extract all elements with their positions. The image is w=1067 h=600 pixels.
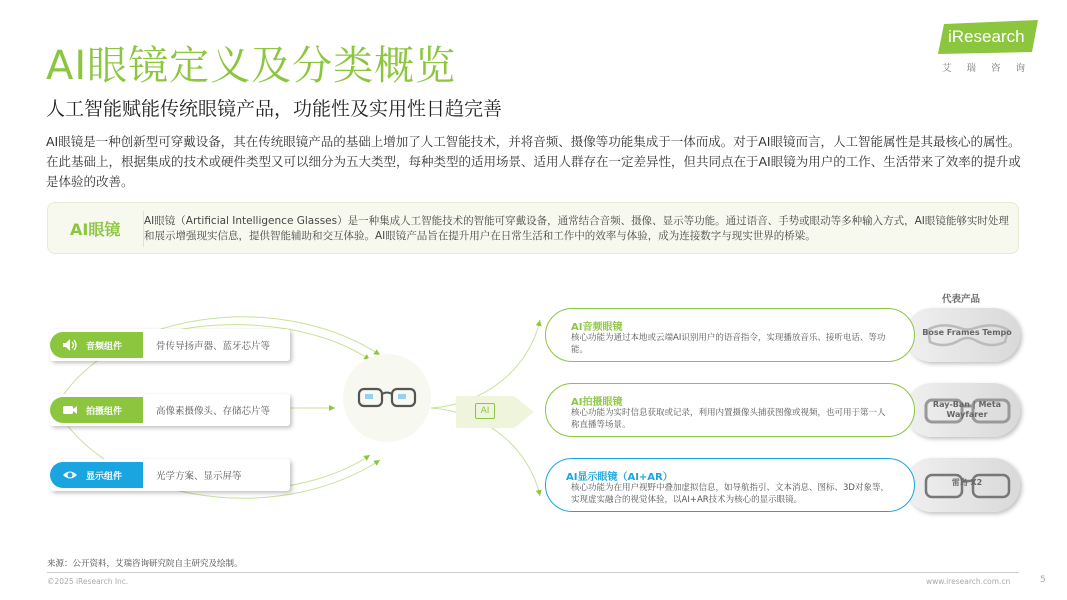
component-tag (50, 397, 143, 423)
copyright: ©2025 iResearch Inc. (47, 577, 129, 586)
component-display (50, 459, 290, 491)
intro-paragraph: AI眼镜是一种创新型可穿戴设备，其在传统眼镜产品的基础上增加了人工智能技术，并将音频、摄像等功能集成于一体而成。对于AI眼镜而言，人工智能属性是其最核心的属性。在此基础上，根据集成的技术或硬件类型又可以细分为五大类型，每种类型的适用场景、适用人群存在一定差异性，但共同点在于AI眼镜为用户的工作、生活带来了效率的提升或是体验的改善。 (46, 134, 1021, 189)
category-title: AI拍摄眼镜 (571, 397, 623, 408)
component-desc: 骨传导扬声器、蓝牙芯片等 (156, 341, 271, 352)
product-name: 雷鸟 X2 (951, 478, 983, 487)
page-title: AI眼镜定义及分类概览 (46, 43, 457, 89)
iresearch-logo[interactable] (938, 20, 1043, 76)
ai-tag: AI (475, 403, 495, 419)
eye-icon (62, 468, 78, 482)
ai-arrow-shape (456, 392, 536, 432)
page-subtitle: 人工智能赋能传统眼镜产品，功能性及实用性日趋完善 (46, 98, 503, 120)
category-card-front (545, 308, 915, 362)
component-desc: 光学方案、显示屏等 (156, 471, 242, 482)
website-link[interactable]: www.iresearch.com.cn (926, 577, 1011, 586)
category-card-front (545, 458, 915, 512)
component-camera (50, 394, 290, 426)
classification-diagram (0, 260, 1067, 560)
glasses-icon (357, 383, 417, 413)
category-card-display (545, 458, 1020, 512)
page-number: 5 (1040, 575, 1046, 585)
component-label: 显示组件 (86, 472, 123, 482)
logo-subtext: 艾瑞咨询 (942, 63, 1041, 74)
product-name: Bose Frames Tempo (922, 328, 1012, 337)
category-title: AI显示眼镜（AI+AR） (566, 472, 673, 483)
definition-text: AI眼镜（Artificial Intelligence Glasses）是一种集成人工智能技术的智能可穿戴设备，通常结合音频、摄像、显示等功能。通过语音、手势或眼动等多种输入方式，AI眼镜能够实时处理和展示增强现实信息，提供智能辅助和交互体验。AI眼镜产品旨在提升用户在日常生活和工作中的效率与体验，成为连接数字与现实世界的桥梁。 (144, 215, 1009, 242)
category-desc: 核心功能为在用户视野中叠加虚拟信息，如导航指引、文本消息、图标、3D对象等，实现虚实融合的视觉体验，以AI+AR技术为核心的显示眼镜。 (571, 483, 889, 505)
definition-label: AI眼镜 (70, 220, 121, 239)
category-card-audio (545, 308, 1020, 362)
component-label: 音频组件 (86, 342, 123, 352)
center-glasses-circle (343, 354, 431, 442)
speaker-icon (62, 338, 78, 352)
source-note: 来源：公开资料，艾瑞咨询研究院自主研究及绘制。 (47, 559, 243, 569)
category-desc: 核心功能为通过本地或云端AI识别用户的语音指令，实现播放音乐、接听电话、等功能。 (571, 333, 886, 355)
component-tag (50, 332, 143, 358)
category-card-camera (545, 383, 1020, 437)
camera-icon (62, 403, 78, 417)
component-label: 拍摄组件 (86, 407, 123, 417)
representative-products-header: 代表产品 (942, 294, 981, 305)
definition-box (47, 202, 1019, 254)
component-tag (50, 462, 143, 488)
category-desc: 核心功能为实时信息获取或记录，利用内置摄像头捕获图像或视频，也可用于第一人称直播等场景。 (571, 408, 886, 430)
component-desc: 高像素摄像头、存储芯片等 (156, 406, 271, 417)
component-audio (50, 329, 290, 361)
footer-divider (47, 572, 1019, 573)
category-title: AI音频眼镜 (571, 322, 623, 333)
category-card-front (545, 383, 915, 437)
product-name: Ray-Ban | Meta Wayfarer (932, 400, 1002, 419)
logo-text: iResearch (948, 27, 1025, 46)
